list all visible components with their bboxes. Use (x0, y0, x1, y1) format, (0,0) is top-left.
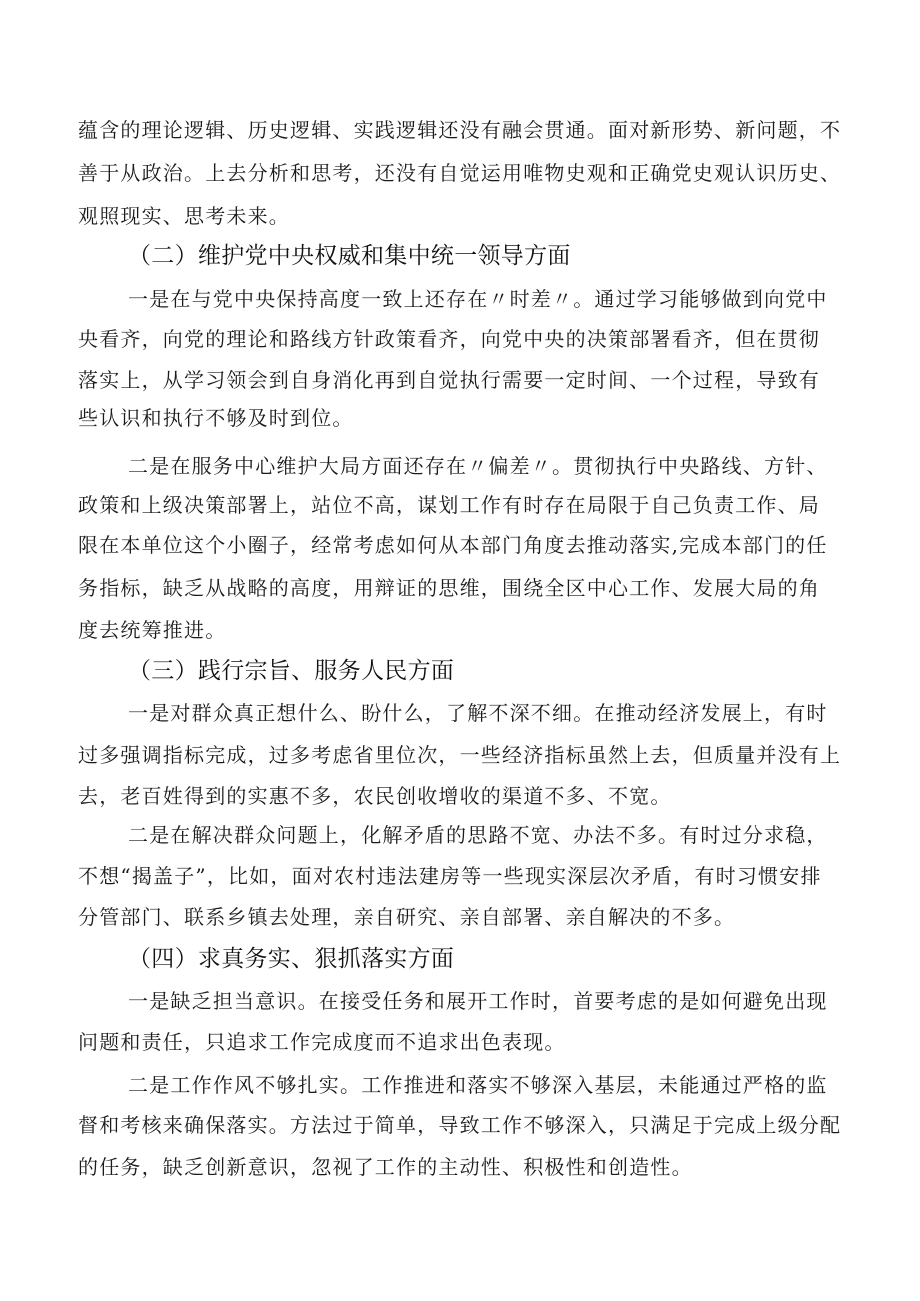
paragraph-line: 一是对群众真正想什么、盼什么，了解不深不细。在推动经济发展上，有时 (128, 701, 828, 725)
section-heading-3: （三）践行宗旨、服务人民方面 (128, 658, 455, 684)
paragraph-line: 二是工作作风不够扎实。工作推进和落实不够深入基层，未能通过严格的监 (128, 1073, 828, 1097)
paragraph-line: 问题和责任，只追求工作完成度而不追求出色表现。 (78, 1030, 566, 1054)
paragraph-line: 一是缺乏担当意识。在接受任务和展开工作时，首要考虑的是如何避免出现 (128, 989, 828, 1013)
paragraph-line: 政策和上级决策部署上，站位不高，谋划工作有时存在局限于自己负责工作、局 (78, 493, 820, 517)
section-heading-4: （四）求真务实、狠抓落实方面 (128, 946, 455, 972)
paragraph-line: 二是在服务中心维护大局方面还存在〃偏差〃。贯彻执行中央路线、方针、 (128, 454, 828, 478)
paragraph-line: 二是在解决群众问题上，化解矛盾的思路不宽、办法不多。有时过分求稳， (128, 823, 828, 847)
section-heading-2: （二）维护党中央权威和集中统一领导方面 (128, 243, 571, 269)
paragraph-line: 些认识和执行不够及时到位。 (78, 406, 354, 430)
paragraph-line: 不想“揭盖子”，比如，面对农村违法建房等一些现实深层次矛盾，有时习惯安排 (78, 864, 822, 888)
paragraph-line: 的任务，缺乏创新意识，忽视了工作的主动性、积极性和创造性。 (78, 1155, 693, 1179)
paragraph-line: 过多强调指标完成，过多考虑省里位次，一些经济指标虽然上去，但质量并没有上 (78, 743, 842, 767)
paragraph-line: 一是在与党中央保持高度一致上还存在〃时差〃。通过学习能够做到向党中 (128, 287, 828, 311)
paragraph-line: 督和考核来确保落实。方法过于简单，导致工作不够深入，只满足于完成上级分配 (78, 1113, 842, 1137)
paragraph-line: 务指标，缺乏从战略的高度，用辩证的思维，围绕全区中心工作、发展大局的角 (78, 576, 820, 600)
paragraph-line: 限在本单位这个小圈子，经常考虑如何从本部门角度去推动落实,完成本部门的任 (78, 533, 828, 557)
paragraph-line: 观照现实、思考未来。 (78, 204, 290, 228)
paragraph-line: 去，老百姓得到的实惠不多，农民创收增收的渠道不多、不宽。 (78, 784, 672, 808)
paragraph-line: 央看齐，向党的理论和路线方针政策看齐，向党中央的决策部署看齐，但在贯彻 (78, 327, 820, 351)
paragraph-line: 落实上，从学习领会到自身消化再到自觉执行需要一定时间、一个过程，导致有 (78, 368, 820, 392)
paragraph-line: 善于从政治。上去分析和思考，还没有自觉运用唯物史观和正确党史观认识历史、 (78, 161, 842, 185)
paragraph-line: 蕴含的理论逻辑、历史逻辑、实践逻辑还没有融会贯通。面对新形势、新问题，不 (78, 118, 842, 142)
paragraph-line: 度去统筹推进。 (78, 618, 227, 642)
paragraph-line: 分管部门、联系乡镇去处理，亲自研究、亲自部署、亲自解决的不多。 (78, 905, 736, 929)
